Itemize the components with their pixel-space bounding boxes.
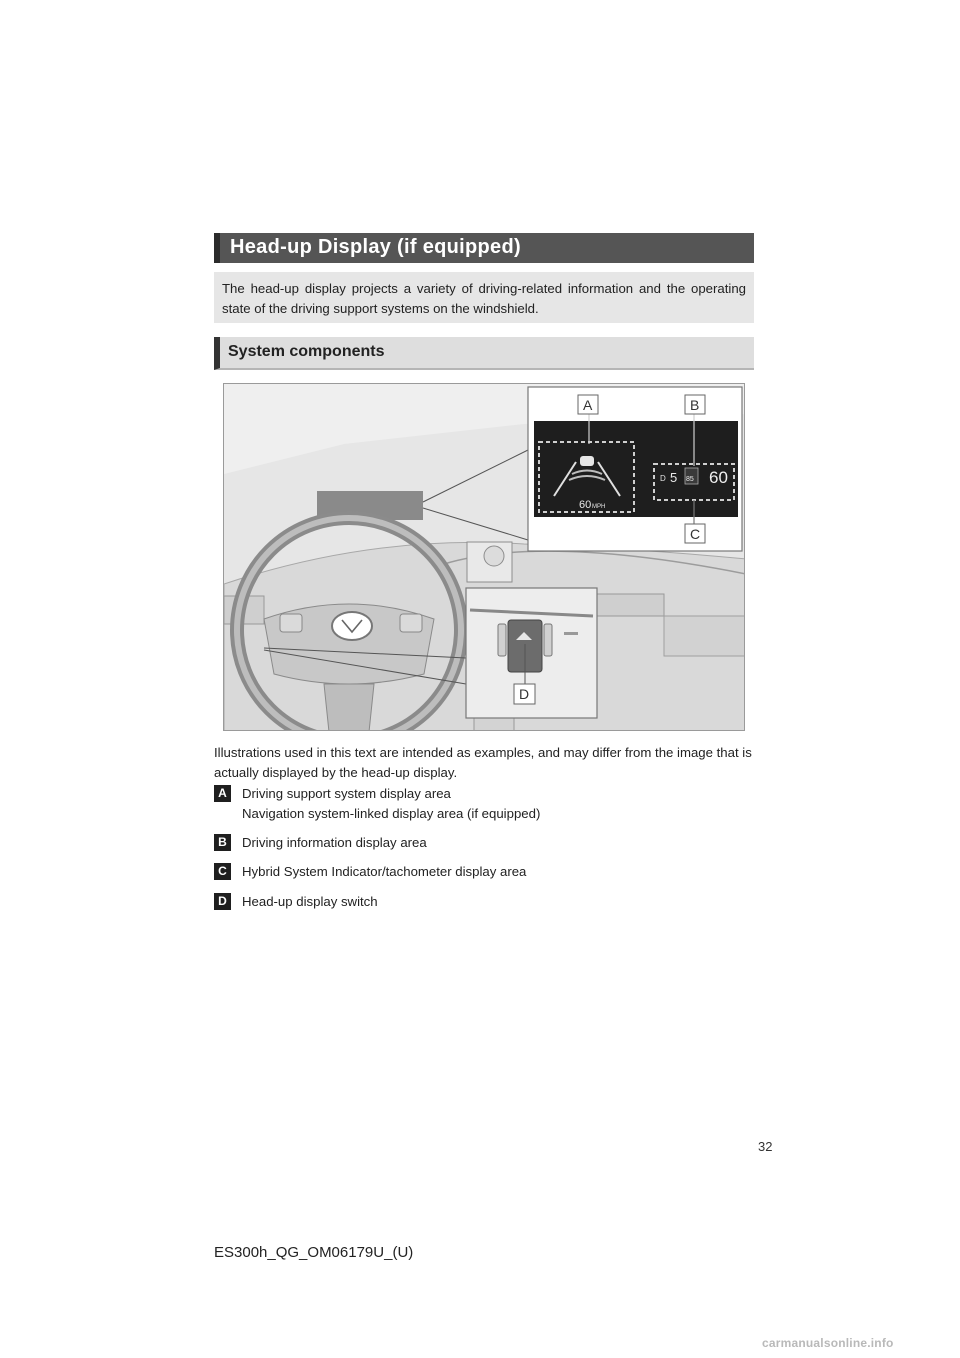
item-c-text: Hybrid System Indicator/tachometer display area — [242, 864, 527, 879]
page-number: 32 — [758, 1139, 773, 1154]
subsection-title: System components — [228, 343, 385, 360]
item-d-text: Head-up display switch — [242, 894, 378, 909]
item-badge-d: D — [214, 893, 231, 910]
callout-b: B — [690, 397, 700, 413]
callout-c: C — [690, 526, 701, 542]
hud-right-speed: 60 — [709, 468, 728, 487]
intro-paragraph: The head-up display projects a variety of driving-related information and the operating state of the driving support systems on the windshield. — [214, 272, 754, 323]
illustration-caption: Illustrations used in this text are intended as examples, and may differ from the image that is actually displayed by the head-up display. — [214, 745, 752, 780]
section-title-bar — [214, 233, 754, 263]
item-badge-c: C — [214, 863, 231, 880]
item-badge-a: A — [214, 785, 231, 802]
page-title: Head-up Display (if equipped) — [230, 236, 521, 258]
dashboard-illustration — [223, 383, 745, 731]
watermark: carmanualsonline.info — [762, 1336, 894, 1350]
item-a-line2: Navigation system-linked display area (if equipped) — [242, 806, 541, 821]
item-badge-b: B — [214, 834, 231, 851]
item-a-line1: Driving support system display area — [242, 786, 451, 801]
subsection-title-bar — [214, 337, 754, 370]
hud-screen — [534, 421, 738, 517]
hud-gear-digit: 5 — [670, 470, 678, 485]
dashboard-drawing — [224, 384, 745, 731]
hud-limit: 85 — [686, 476, 694, 483]
document-code: ES300h_QG_OM06179U_(U) — [214, 1244, 414, 1261]
hud-speed: 60 — [579, 499, 592, 511]
hud-speed-unit: MPH — [592, 504, 606, 510]
callout-a: A — [583, 397, 593, 413]
hud-gear-letter: D — [660, 474, 666, 483]
item-b-text: Driving information display area — [242, 835, 427, 850]
callout-d: D — [519, 686, 530, 702]
